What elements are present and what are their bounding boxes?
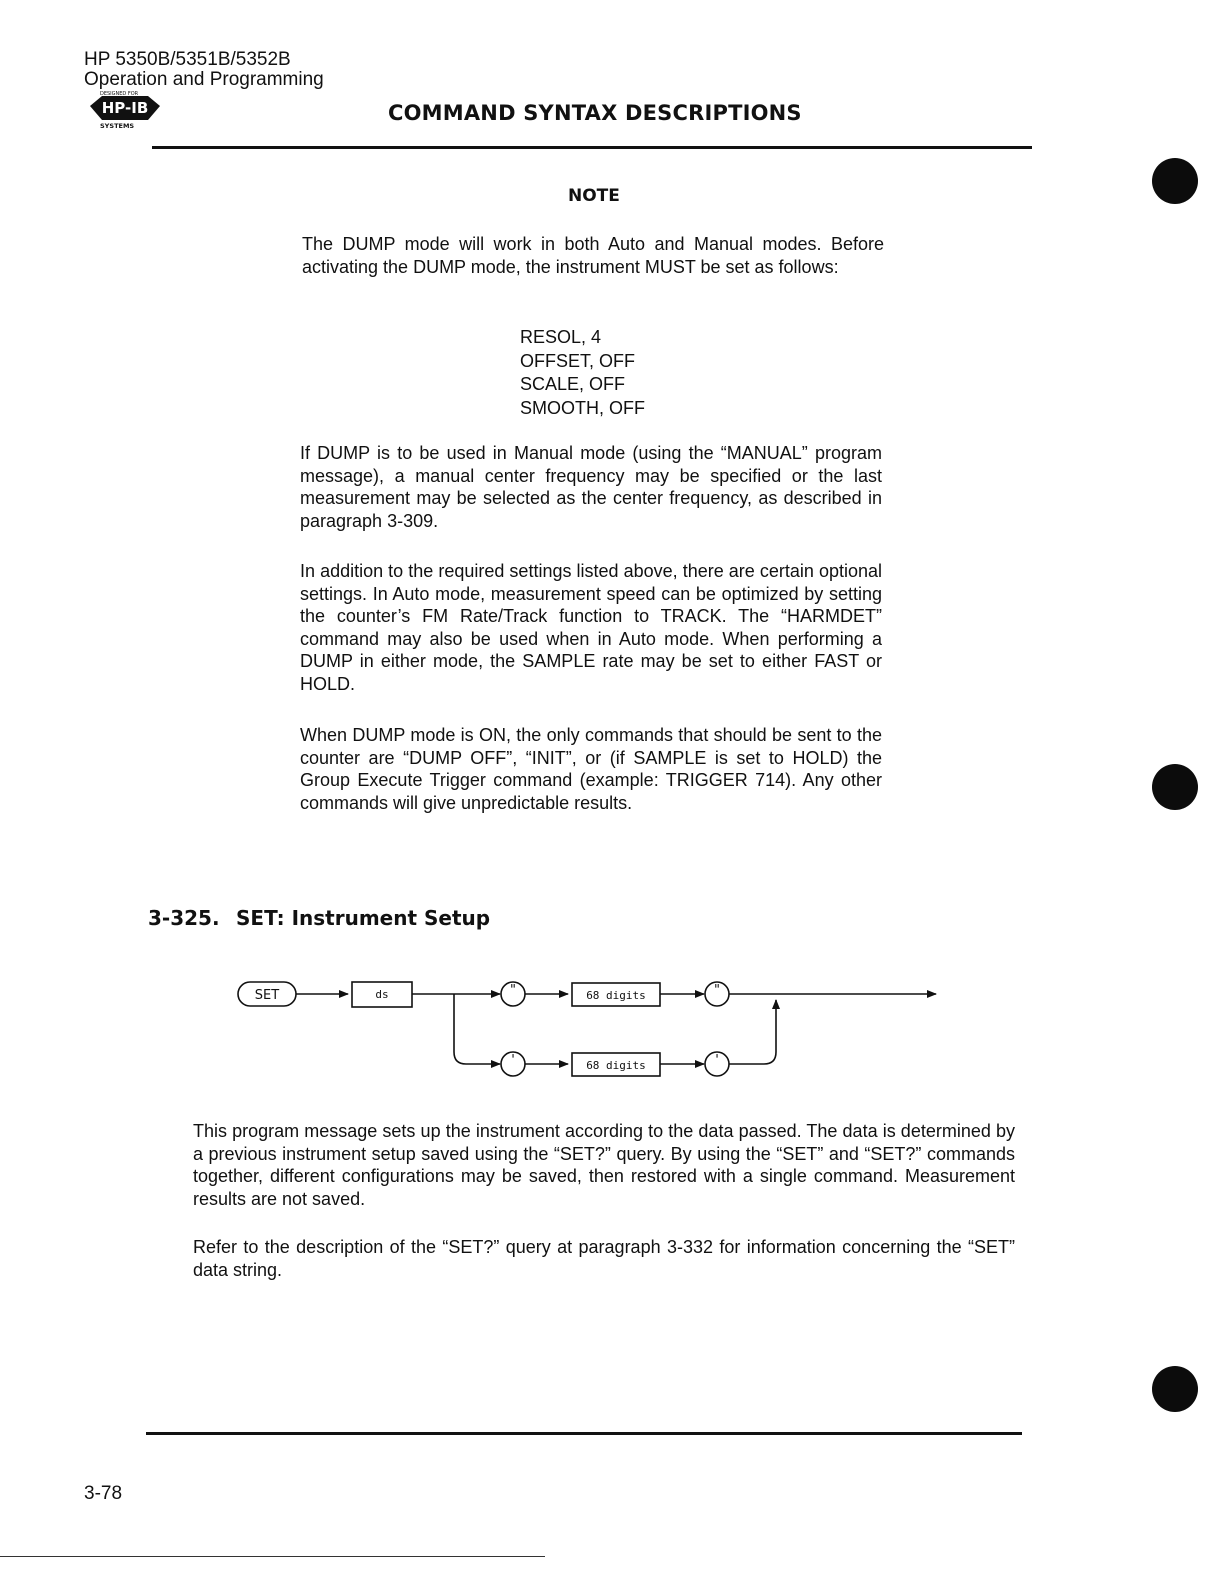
- bottom-edge-line: [0, 1556, 545, 1557]
- close-double-quote-label: ": [714, 983, 720, 998]
- page-number: 3-78: [84, 1483, 123, 1504]
- section-paragraph-description: This program message sets up the instrument according to the data passed. The data is determined by a previous instrument setup saved using the “SET?” query. By using the “SET” and “SET?” commands together, different configurations may be saved, then restored with a single command. Measurement results are not saved.: [193, 1121, 1015, 1209]
- required-settings-list: [520, 326, 645, 420]
- set-keyword-label: SET: [254, 988, 280, 1003]
- digits-label-upper: 68 digits: [586, 989, 646, 1002]
- document-model: HP 5350B/5351B/5352B: [84, 49, 291, 70]
- section-number: 3-325.: [148, 906, 220, 930]
- note-paragraph-optional: In addition to the required settings listed above, there are certain optional settings. In Auto mode, measurement speed can be optimized by setting the counter’s FM Rate/Track function to TRACK. The “HARMDET” command may also be used when in Auto mode. When performing a DUMP in either mode, the SAMPLE rate may be set to either FAST or HOLD.: [300, 561, 882, 694]
- section-heading: [148, 906, 490, 930]
- page-title: COMMAND SYNTAX DESCRIPTIONS: [388, 101, 802, 125]
- binder-hole-middle: [1152, 764, 1198, 810]
- open-double-quote-label: ": [510, 983, 516, 998]
- close-single-quote-label: ': [715, 1053, 719, 1068]
- lower-branch-line: [454, 994, 500, 1064]
- footer-rule: [146, 1432, 1022, 1435]
- setting-smooth: SMOOTH, OFF: [520, 397, 645, 418]
- setting-scale: SCALE, OFF: [520, 374, 626, 394]
- setting-resol: RESOL, 4: [520, 327, 602, 347]
- document-subtitle: Operation and Programming: [84, 69, 324, 90]
- note-paragraph-commands: When DUMP mode is ON, the only commands that should be sent to the counter are “DUMP OFF”, “INIT”, or (if SAMPLE is set to HOLD) the Group Execute Trigger command (example: TRIGGER 714). Any other commands will give unpredictable results.: [300, 725, 882, 813]
- hp-ib-logo: [86, 90, 164, 132]
- binder-hole-bottom: [1152, 1366, 1198, 1412]
- digits-label-lower: 68 digits: [586, 1059, 646, 1072]
- setting-offset: OFFSET, OFF: [520, 350, 635, 371]
- logo-bottom-text: SYSTEMS: [100, 122, 135, 130]
- note-intro: The DUMP mode will work in both Auto and Manual modes. Before activating the DUMP mode, the instrument MUST be set as follows:: [302, 234, 884, 277]
- set-syntax-diagram: [230, 972, 950, 1088]
- logo-top-text: DESIGNED FOR: [100, 91, 139, 97]
- header-rule: [152, 146, 1032, 149]
- binder-hole-top: [1152, 158, 1198, 204]
- section-paragraph-reference: Refer to the description of the “SET?” query at paragraph 3-332 for information concerning the “SET” data string.: [193, 1237, 1015, 1280]
- section-title: SET: Instrument Setup: [236, 906, 491, 930]
- open-single-quote-label: ': [511, 1053, 515, 1068]
- note-heading: NOTE: [568, 186, 620, 206]
- note-paragraph-manual: If DUMP is to be used in Manual mode (using the “MANUAL” program message), a manual center frequency may be specified or the last measurement may be selected as the center frequency, as described in paragraph 3-309.: [300, 443, 882, 531]
- lower-branch-return-line: [729, 1000, 776, 1064]
- logo-text: HP-IB: [101, 99, 149, 117]
- ds-label: ds: [375, 988, 389, 1001]
